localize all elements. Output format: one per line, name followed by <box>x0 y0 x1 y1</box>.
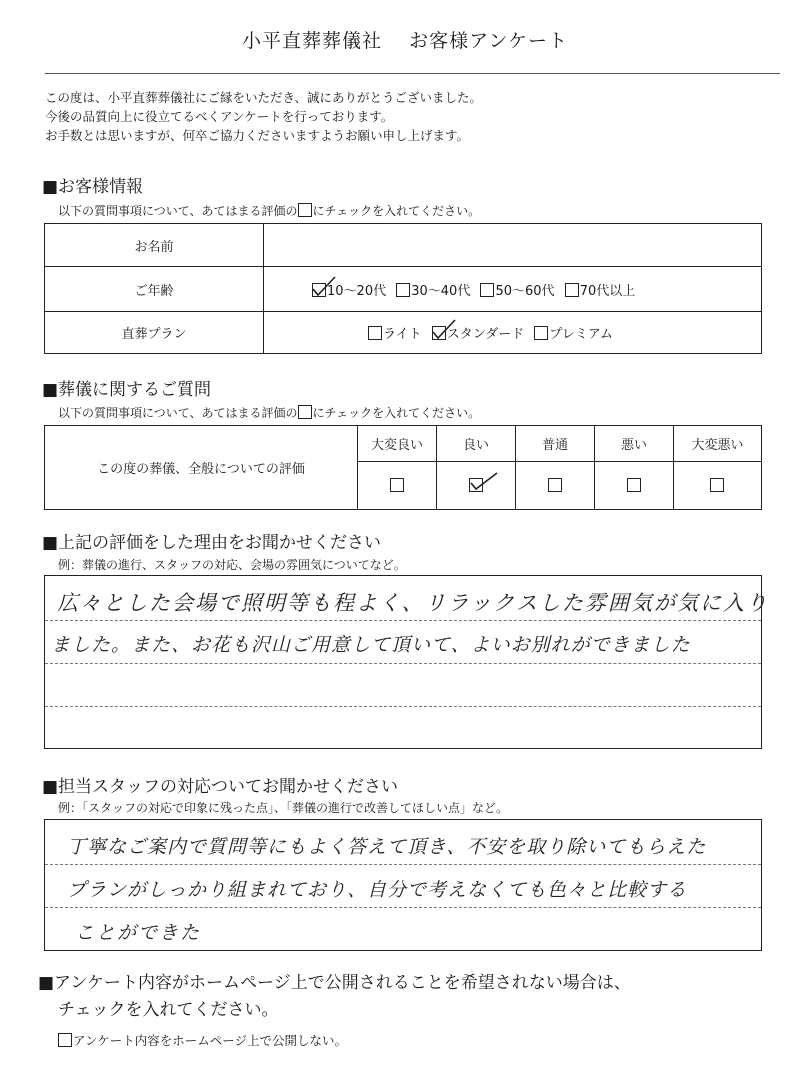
plan-option-standard[interactable]: スタンダード <box>432 323 524 342</box>
age-option-10-20[interactable]: 10～20代 <box>312 280 386 299</box>
answer-line-divider <box>45 864 761 865</box>
name-label: お名前 <box>45 224 264 267</box>
reason-answer-box[interactable] <box>44 575 769 749</box>
rating-header-bad: 悪い <box>595 426 674 462</box>
reason-heading: ■上記の評価をした理由をお聞かせください <box>42 533 382 553</box>
staff-handwritten-line-1: 丁寧なご案内で質問等にもよく答えて頂き、不安を取り除いてもらえた <box>67 836 707 858</box>
checkbox-icon[interactable] <box>390 478 404 492</box>
checkbox-icon[interactable] <box>480 283 494 297</box>
checkbox-icon[interactable] <box>565 283 579 297</box>
funeral-questions-instruction: 以下の質問事項について、あてはまる評価の にチェックを入れてください。 <box>58 406 481 420</box>
name-field[interactable] <box>264 224 762 267</box>
rating-checkbox-very-good[interactable] <box>358 462 437 510</box>
customer-info-heading: ■お客様情報 <box>42 177 144 197</box>
staff-answer-box[interactable] <box>44 819 762 951</box>
checkbox-checked-icon[interactable] <box>469 478 483 492</box>
checkbox-icon[interactable] <box>396 283 410 297</box>
checkbox-icon[interactable] <box>368 326 382 340</box>
intro-line-3: お手数とは思いますが、何卒ご協力くださいますようお願い申し上げます。 <box>45 128 470 143</box>
checkbox-icon[interactable] <box>627 478 641 492</box>
publish-heading-line-1: ■アンケート内容がホームページ上で公開されることを希望されない場合は、 <box>38 973 631 993</box>
age-label: ご年齢 <box>45 267 264 312</box>
checkbox-checked-icon[interactable] <box>432 326 446 340</box>
checkbox-icon[interactable] <box>710 478 724 492</box>
rating-checkbox-average[interactable] <box>516 462 595 510</box>
answer-line-divider <box>45 663 761 664</box>
publish-heading-line-2: チェックを入れてください。 <box>58 1000 279 1020</box>
rating-header-good: 良い <box>437 426 516 462</box>
rating-checkbox-very-bad[interactable] <box>674 462 762 510</box>
answer-line-divider <box>45 907 761 908</box>
checkbox-icon[interactable] <box>534 326 548 340</box>
checkbox-sample-icon <box>298 405 312 419</box>
staff-heading: ■担当スタッフの対応ついてお聞かせください <box>42 777 399 797</box>
checkbox-sample-icon <box>298 203 312 217</box>
intro-line-2: 今後の品質向上に役立てるべくアンケートを行っております。 <box>45 109 394 124</box>
funeral-questions-heading: ■葬儀に関するご質問 <box>42 380 212 400</box>
plan-options <box>264 312 762 354</box>
publish-opt-out-label: アンケート内容をホームページ上で公開しない。 <box>73 1033 348 1048</box>
checkbox-icon[interactable] <box>548 478 562 492</box>
age-options <box>264 267 762 312</box>
age-option-50-60[interactable]: 50～60代 <box>480 280 554 299</box>
staff-handwritten-line-3: ことができた <box>75 922 202 944</box>
intro-line-1: この度は、小平直葬葬儀社にご縁をいただき、誠にありがとうございました。 <box>45 90 483 105</box>
rating-header-average: 普通 <box>516 426 595 462</box>
rating-header-very-bad: 大変悪い <box>674 426 762 462</box>
rating-checkbox-bad[interactable] <box>595 462 674 510</box>
page-title: 小平直葬葬儀社 お客様アンケート <box>242 30 568 52</box>
plan-option-light[interactable]: ライト <box>368 323 422 342</box>
customer-info-instruction: 以下の質問事項について、あてはまる評価の にチェックを入れてください。 <box>58 204 481 218</box>
answer-line-divider <box>45 706 761 707</box>
checkbox-checked-icon[interactable] <box>312 283 326 297</box>
title-divider <box>45 73 780 74</box>
reason-example: 例：葬儀の進行、スタッフの対応、会場の雰囲気についてなど。 <box>58 558 406 572</box>
funeral-rating-table <box>44 425 762 510</box>
rating-header-very-good: 大変良い <box>358 426 437 462</box>
publish-opt-out-option[interactable] <box>58 1031 347 1049</box>
overall-rating-question: この度の葬儀、全般についての評価 <box>45 426 358 510</box>
reason-handwritten-line-1: 広々とした会場で照明等も程よく、リラックスした雰囲気が気に入り <box>57 591 769 615</box>
plan-option-premium[interactable]: プレミアム <box>534 323 613 342</box>
plan-label: 直葬プラン <box>45 312 264 354</box>
staff-example: 例：「スタッフの対応で印象に残った点」、「葬儀の進行で改善してほしい点」など。 <box>58 801 509 815</box>
customer-info-table <box>44 223 762 354</box>
checkbox-icon[interactable] <box>58 1033 72 1047</box>
reason-handwritten-line-2: ました。また、お花も沢山ご用意して頂いて、よいお別れができました <box>51 634 691 656</box>
answer-line-divider <box>45 620 761 621</box>
staff-handwritten-line-2: プランがしっかり組まれており、自分で考えなくても色々と比較する <box>67 879 688 901</box>
age-option-30-40[interactable]: 30～40代 <box>396 280 470 299</box>
age-option-70plus[interactable]: 70代以上 <box>565 280 636 299</box>
rating-checkbox-good[interactable] <box>437 462 516 510</box>
